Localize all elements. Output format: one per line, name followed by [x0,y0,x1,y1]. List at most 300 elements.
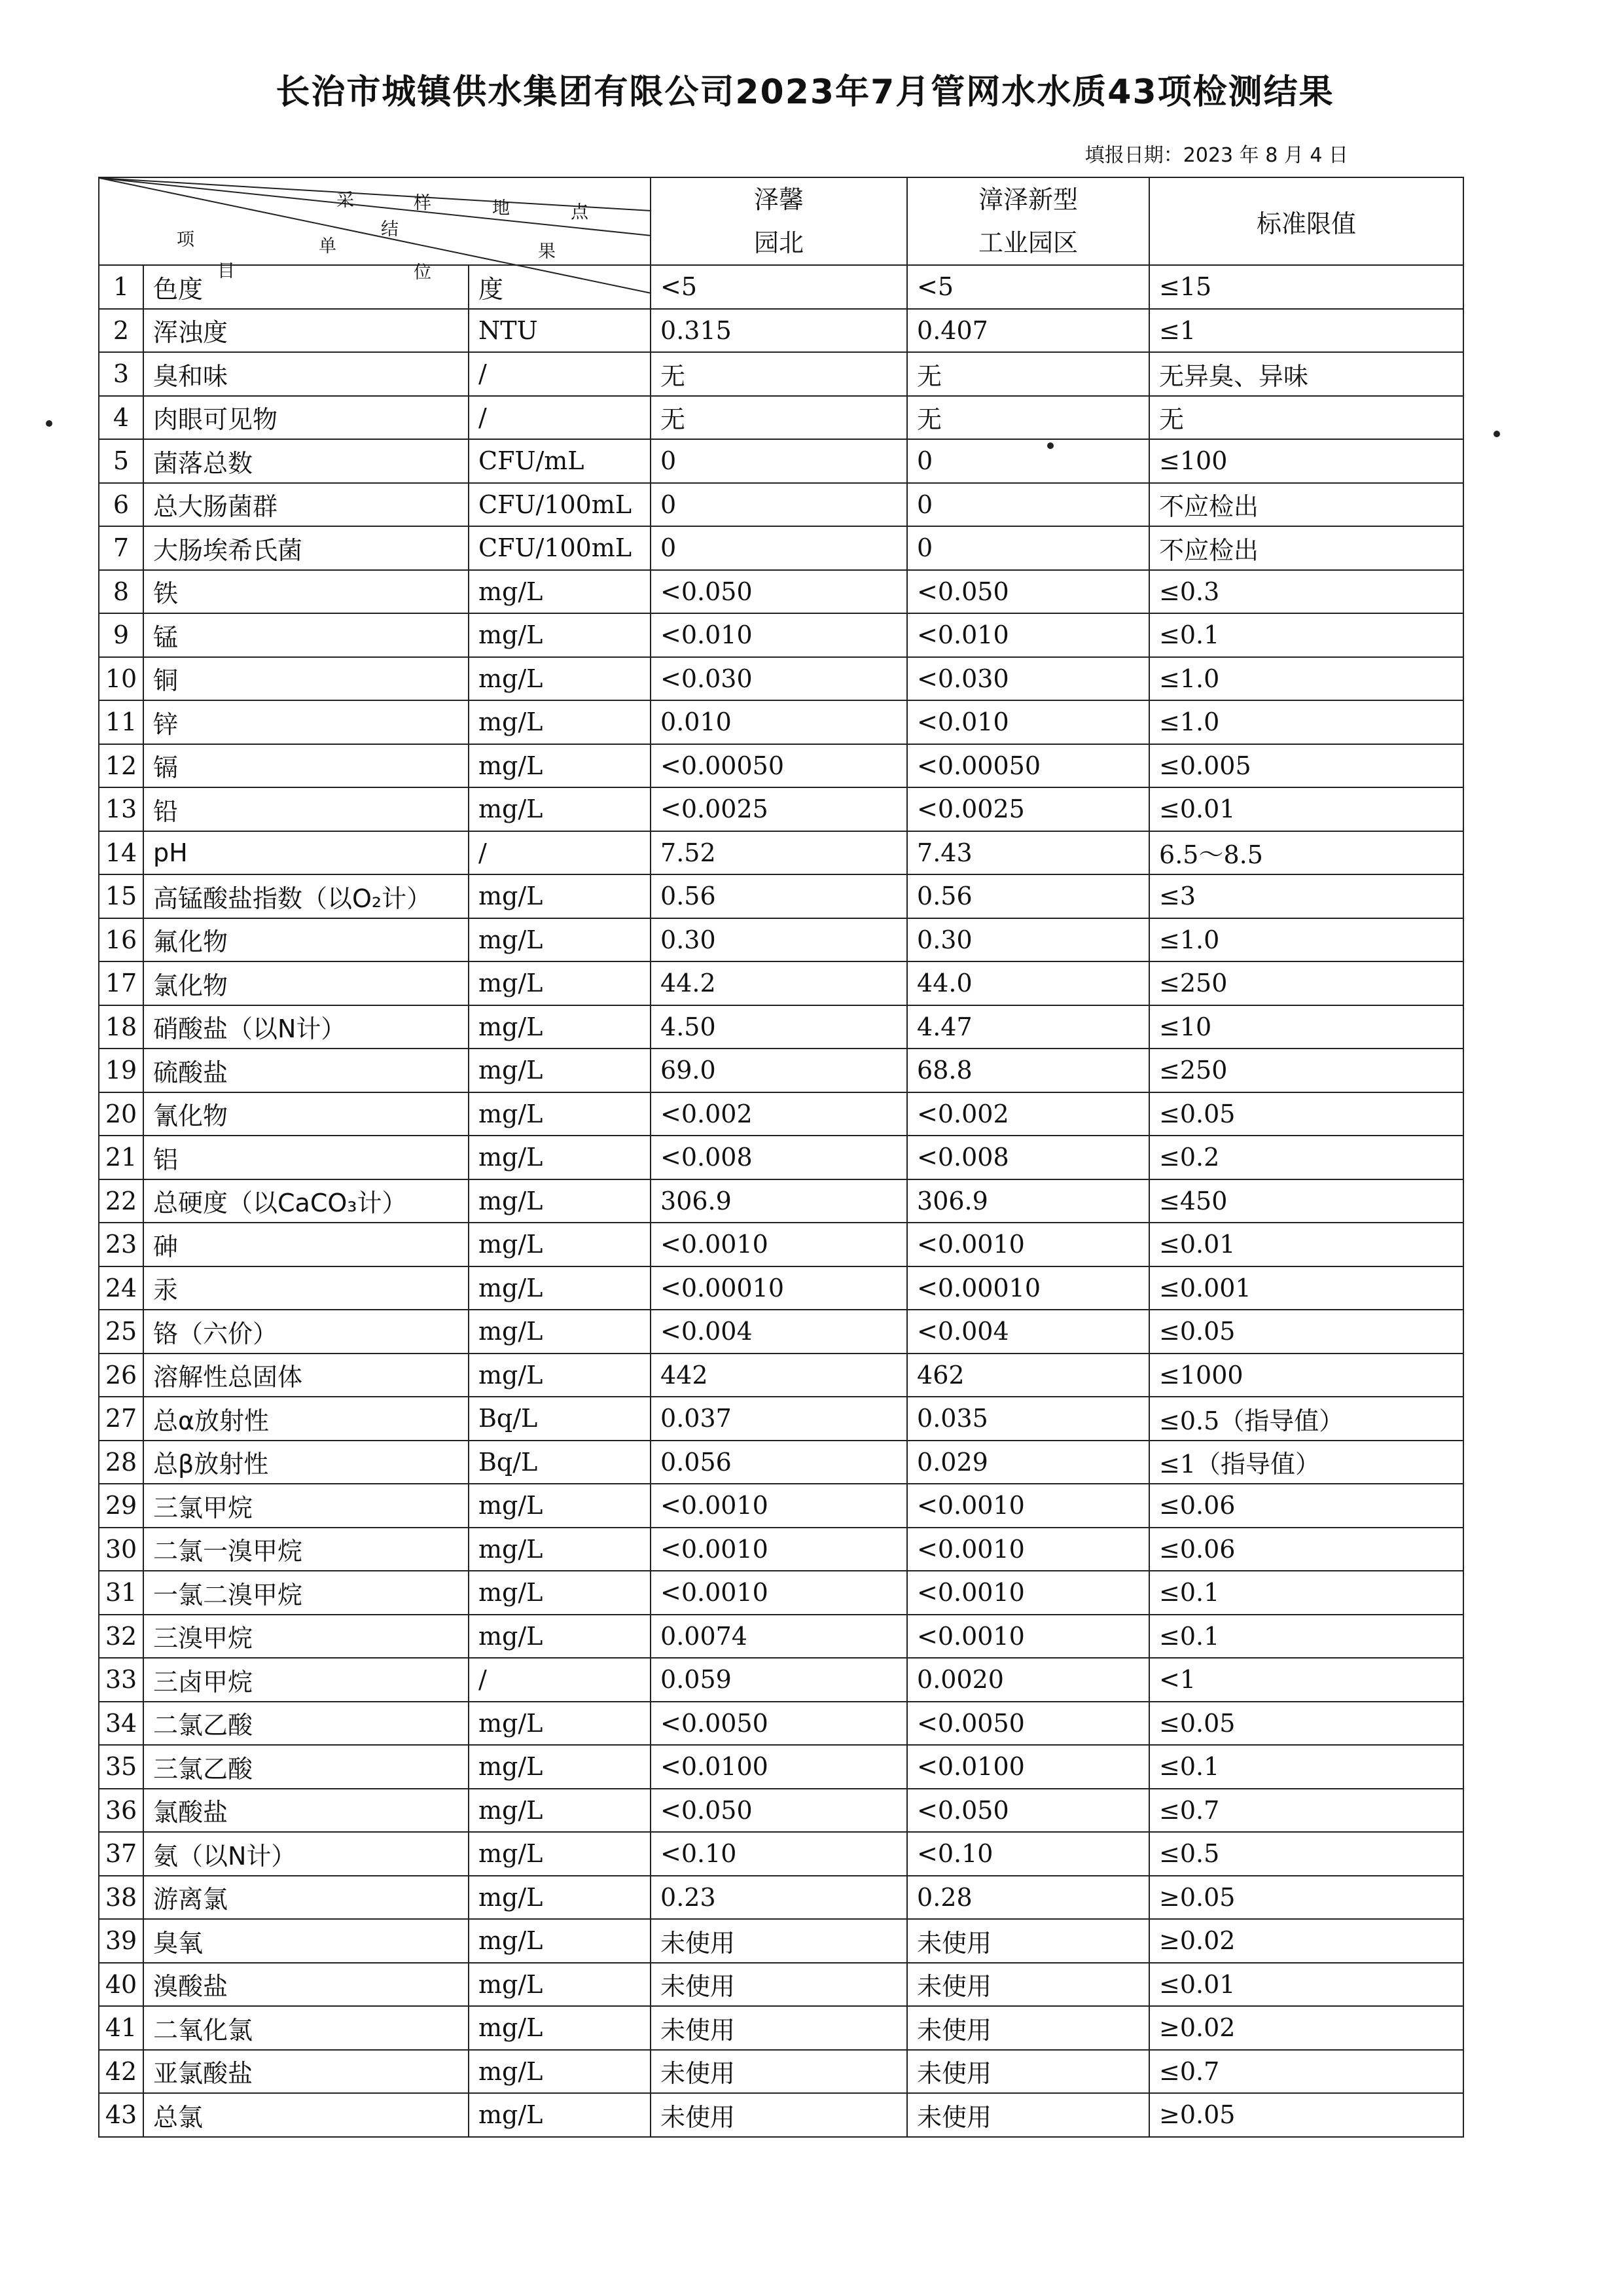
item-name: 一氯二溴甲烷 [143,1571,469,1615]
value-zhangze: 无 [907,396,1149,440]
standard-limit: ≤0.05 [1149,1310,1463,1354]
standard-limit: ≥0.05 [1149,1876,1463,1920]
table-header-row [99,177,1463,265]
standard-limit: ≤1000 [1149,1354,1463,1397]
item-name: pH [143,831,469,875]
standard-limit: ≤0.7 [1149,1789,1463,1833]
unit-cell: mg/L [469,700,651,744]
diagonal-header-cell [99,177,651,283]
row-number: 18 [99,1005,143,1049]
item-name: 氯酸盐 [143,1789,469,1833]
value-zexin: 无 [651,352,907,396]
diag-label: 单 [319,236,336,257]
item-name: 溶解性总固体 [143,1354,469,1397]
row-number: 33 [99,1658,143,1702]
diag-label: 采 [336,190,354,211]
table-row [99,1789,1463,1833]
row-number: 6 [99,483,143,527]
value-zexin: <0.0050 [651,1702,907,1746]
row-number: 19 [99,1049,143,1092]
row-number: 31 [99,1571,143,1615]
item-name: 氨（以N计） [143,1832,469,1876]
value-zexin: 442 [651,1354,907,1397]
unit-cell: mg/L [469,1223,651,1266]
table-row [99,787,1463,831]
standard-limit: ≤250 [1149,961,1463,1005]
table-row [99,1484,1463,1528]
row-number: 17 [99,961,143,1005]
table-row [99,613,1463,657]
standard-limit: ≤15 [1149,265,1463,309]
standard-limit: ≤0.001 [1149,1266,1463,1310]
item-name: 铝 [143,1136,469,1179]
unit-cell: Bq/L [469,1397,651,1441]
value-zhangze: 0.28 [907,1876,1149,1920]
value-zhangze: 306.9 [907,1179,1149,1223]
item-name: 二氧化氯 [143,2006,469,2050]
value-zexin: 306.9 [651,1179,907,1223]
standard-limit: ≤10 [1149,1005,1463,1049]
row-number: 9 [99,613,143,657]
value-zhangze: <0.010 [907,700,1149,744]
unit-cell: CFU/100mL [469,483,651,527]
unit-cell: mg/L [469,961,651,1005]
table-row [99,744,1463,788]
row-number: 29 [99,1484,143,1528]
row-number: 26 [99,1354,143,1397]
unit-cell: / [469,396,651,440]
item-name: 高锰酸盐指数（以O₂计） [143,874,469,918]
standard-limit: ≥0.02 [1149,1919,1463,1963]
unit-cell: mg/L [469,2006,651,2050]
item-name: 溴酸盐 [143,1963,469,2007]
value-zhangze: 0.407 [907,309,1149,353]
value-zhangze: <0.0010 [907,1615,1149,1659]
value-zexin: <0.050 [651,1789,907,1833]
row-number: 25 [99,1310,143,1354]
standard-limit: ≤1 [1149,309,1463,353]
value-zexin: 0 [651,439,907,483]
unit-cell: mg/L [469,570,651,614]
standard-limit: ≤0.3 [1149,570,1463,614]
item-name: 氟化物 [143,918,469,962]
row-number: 8 [99,570,143,614]
value-zexin: <0.00050 [651,744,907,788]
standard-limit: ≤100 [1149,439,1463,483]
value-zhangze: <0.002 [907,1092,1149,1136]
value-zhangze: 未使用 [907,2050,1149,2094]
value-zexin: 69.0 [651,1049,907,1092]
value-zhangze: 未使用 [907,2093,1149,2137]
table-row [99,918,1463,962]
row-number: 10 [99,657,143,701]
standard-limit: 不应检出 [1149,526,1463,570]
item-name: 氯化物 [143,961,469,1005]
standard-limit: 无异臭、异味 [1149,352,1463,396]
unit-cell: mg/L [469,1179,651,1223]
unit-cell: CFU/100mL [469,526,651,570]
row-number: 11 [99,700,143,744]
unit-cell: CFU/mL [469,439,651,483]
scan-speck [1047,442,1054,449]
table-row [99,700,1463,744]
standard-limit: ≥0.02 [1149,2006,1463,2050]
unit-cell: mg/L [469,1266,651,1310]
table-row [99,1571,1463,1615]
item-name: 游离氯 [143,1876,469,1920]
row-number: 2 [99,309,143,353]
value-zexin: 未使用 [651,2050,907,2094]
table-row [99,352,1463,396]
row-number: 3 [99,352,143,396]
standard-limit: ≤0.1 [1149,1745,1463,1789]
value-zexin: <0.050 [651,570,907,614]
standard-limit: ≤0.06 [1149,1528,1463,1571]
value-zexin: <0.00010 [651,1266,907,1310]
value-zexin: 0.315 [651,309,907,353]
table-row [99,1702,1463,1746]
table-row [99,1876,1463,1920]
unit-cell: mg/L [469,657,651,701]
unit-cell: Bq/L [469,1441,651,1484]
unit-cell: / [469,831,651,875]
item-name: 总大肠菌群 [143,483,469,527]
value-zexin: 0.056 [651,1441,907,1484]
table-row [99,831,1463,875]
item-name: 总β放射性 [143,1441,469,1484]
standard-limit: ≤0.5 [1149,1832,1463,1876]
standard-limit: ≤0.05 [1149,1092,1463,1136]
row-number: 27 [99,1397,143,1441]
item-name: 砷 [143,1223,469,1266]
row-number: 43 [99,2093,143,2137]
unit-cell: NTU [469,309,651,353]
table-row [99,1310,1463,1354]
item-name: 大肠埃希氏菌 [143,526,469,570]
standard-limit: ≤0.005 [1149,744,1463,788]
table-row [99,439,1463,483]
diag-label: 项 [177,230,194,250]
standard-limit: ≤1.0 [1149,918,1463,962]
value-zhangze: <0.004 [907,1310,1149,1354]
unit-cell: 度 [469,265,651,309]
value-zhangze: 0 [907,439,1149,483]
value-zexin: 0.010 [651,700,907,744]
standard-limit: ≥0.05 [1149,2093,1463,2137]
row-number: 35 [99,1745,143,1789]
unit-cell: mg/L [469,1528,651,1571]
value-zhangze: 0 [907,483,1149,527]
value-zhangze: 0.30 [907,918,1149,962]
value-zhangze: 0.029 [907,1441,1149,1484]
item-name: 锌 [143,700,469,744]
diag-label: 目 [217,261,235,281]
diag-label: 结 [381,219,399,240]
standard-limit: ≤1（指导值） [1149,1441,1463,1484]
table-row [99,483,1463,527]
table-row [99,1092,1463,1136]
item-name: 三氯甲烷 [143,1484,469,1528]
item-name: 总氯 [143,2093,469,2137]
table-row [99,1528,1463,1571]
value-zhangze: <0.010 [907,613,1149,657]
item-name: 臭氧 [143,1919,469,1963]
value-zhangze: 无 [907,352,1149,396]
standard-limit: ≤0.7 [1149,2050,1463,2094]
standard-limit: ≤250 [1149,1049,1463,1092]
unit-cell: mg/L [469,1571,651,1615]
row-number: 5 [99,439,143,483]
standard-limit: ≤0.01 [1149,1223,1463,1266]
value-zexin: <0.008 [651,1136,907,1179]
unit-cell: mg/L [469,787,651,831]
value-zhangze: <0.0100 [907,1745,1149,1789]
value-zhangze: <0.050 [907,570,1149,614]
report-title: 长治市城镇供水集团有限公司2023年7月管网水水质43项检测结果 [276,73,1334,112]
item-name: 铁 [143,570,469,614]
value-zhangze: 0.56 [907,874,1149,918]
standard-limit: ≤0.1 [1149,1571,1463,1615]
row-number: 20 [99,1092,143,1136]
value-zhangze: <0.0010 [907,1484,1149,1528]
standard-limit: ≤450 [1149,1179,1463,1223]
item-name: 铅 [143,787,469,831]
row-number: 16 [99,918,143,962]
table-row [99,1441,1463,1484]
standard-limit: ≤3 [1149,874,1463,918]
value-zexin: <0.010 [651,613,907,657]
scan-speck [46,420,52,427]
value-zhangze: 0.0020 [907,1658,1149,1702]
row-number: 37 [99,1832,143,1876]
standard-limit: 不应检出 [1149,483,1463,527]
item-name: 铜 [143,657,469,701]
value-zhangze: <0.030 [907,657,1149,701]
row-number: 38 [99,1876,143,1920]
unit-cell: mg/L [469,1789,651,1833]
value-zexin: 0.037 [651,1397,907,1441]
unit-cell: mg/L [469,2093,651,2137]
row-number: 7 [99,526,143,570]
table-row [99,1745,1463,1789]
table-row [99,1615,1463,1659]
row-number: 22 [99,1179,143,1223]
unit-cell: mg/L [469,1963,651,2007]
table-row [99,1049,1463,1092]
unit-cell: mg/L [469,613,651,657]
standard-header: 标准限值 [1149,177,1463,265]
item-name: 铬（六价） [143,1310,469,1354]
row-number: 28 [99,1441,143,1484]
unit-cell: mg/L [469,1049,651,1092]
row-number: 32 [99,1615,143,1659]
table-row [99,396,1463,440]
site-line: 漳泽新型 [978,185,1079,214]
table-row [99,1963,1463,2007]
value-zhangze: 0.035 [907,1397,1149,1441]
unit-cell: mg/L [469,744,651,788]
value-zexin: 未使用 [651,2006,907,2050]
table-row [99,2050,1463,2094]
table-row [99,1223,1463,1266]
item-name: 锰 [143,613,469,657]
value-zexin: 未使用 [651,1963,907,2007]
diag-label: 位 [414,262,431,283]
value-zhangze: 0 [907,526,1149,570]
value-zexin: <0.0010 [651,1223,907,1266]
value-zhangze: <5 [907,265,1149,309]
value-zhangze: <0.0010 [907,1223,1149,1266]
unit-cell: mg/L [469,1005,651,1049]
item-name: 菌落总数 [143,439,469,483]
item-name: 镉 [143,744,469,788]
row-number: 41 [99,2006,143,2050]
row-number: 24 [99,1266,143,1310]
site-header-zexin [651,177,907,265]
row-number: 42 [99,2050,143,2094]
value-zhangze: <0.050 [907,1789,1149,1833]
site-line: 泽馨 [754,185,804,214]
water-quality-table [98,177,1464,2138]
table-row [99,1005,1463,1049]
table-row [99,961,1463,1005]
item-name: 汞 [143,1266,469,1310]
row-number: 14 [99,831,143,875]
value-zhangze: <0.0025 [907,787,1149,831]
standard-limit: ≤0.01 [1149,1963,1463,2007]
row-number: 30 [99,1528,143,1571]
value-zexin: 4.50 [651,1005,907,1049]
table-row [99,1397,1463,1441]
table-row [99,1266,1463,1310]
value-zexin: 0 [651,526,907,570]
standard-limit: ≤1.0 [1149,700,1463,744]
item-name: 三氯乙酸 [143,1745,469,1789]
row-number: 15 [99,874,143,918]
item-name: 亚氯酸盐 [143,2050,469,2094]
standard-limit: 6.5～8.5 [1149,831,1463,875]
value-zexin: 44.2 [651,961,907,1005]
value-zexin: 0.059 [651,1658,907,1702]
item-name: 硝酸盐（以N计） [143,1005,469,1049]
value-zexin: <0.0010 [651,1528,907,1571]
value-zexin: <0.004 [651,1310,907,1354]
diag-label: 样 [414,193,431,213]
fill-date: 填报日期：2023 年 8 月 4 日 [1084,144,1348,167]
value-zexin: 未使用 [651,2093,907,2137]
value-zhangze: <0.008 [907,1136,1149,1179]
table-row [99,1354,1463,1397]
table-row [99,570,1463,614]
site-line: 工业园区 [978,228,1079,257]
value-zexin: <0.030 [651,657,907,701]
item-name: 浑浊度 [143,309,469,353]
unit-cell: mg/L [469,1876,651,1920]
value-zhangze: <0.0010 [907,1528,1149,1571]
unit-cell: mg/L [469,1310,651,1354]
value-zhangze: <0.0050 [907,1702,1149,1746]
value-zexin: 0.30 [651,918,907,962]
table-row [99,874,1463,918]
table-row [99,2093,1463,2137]
value-zexin: <0.0100 [651,1745,907,1789]
standard-limit: ≤0.2 [1149,1136,1463,1179]
item-name: 氰化物 [143,1092,469,1136]
value-zhangze: 44.0 [907,961,1149,1005]
standard-limit: ≤0.06 [1149,1484,1463,1528]
item-name: 三溴甲烷 [143,1615,469,1659]
item-name: 二氯一溴甲烷 [143,1528,469,1571]
value-zexin: <0.0010 [651,1571,907,1615]
site-header-zhangze [907,177,1149,265]
value-zhangze: <0.0010 [907,1571,1149,1615]
unit-cell: mg/L [469,1919,651,1963]
table-row [99,1919,1463,1963]
value-zhangze: 68.8 [907,1049,1149,1092]
table-row [99,309,1463,353]
value-zexin: 7.52 [651,831,907,875]
standard-limit: ≤0.5（指导值） [1149,1397,1463,1441]
unit-cell: mg/L [469,1615,651,1659]
value-zhangze: 7.43 [907,831,1149,875]
item-name: 硫酸盐 [143,1049,469,1092]
unit-cell: mg/L [469,1745,651,1789]
standard-limit: ≤0.1 [1149,1615,1463,1659]
row-number: 40 [99,1963,143,2007]
row-number: 34 [99,1702,143,1746]
item-name: 肉眼可见物 [143,396,469,440]
scan-speck [1494,431,1500,437]
value-zexin: 0.56 [651,874,907,918]
standard-limit: 无 [1149,396,1463,440]
table-row [99,526,1463,570]
row-number: 39 [99,1919,143,1963]
unit-cell: mg/L [469,874,651,918]
value-zexin: 未使用 [651,1919,907,1963]
item-name: 二氯乙酸 [143,1702,469,1746]
diag-label: 果 [538,242,556,262]
value-zhangze: 未使用 [907,2006,1149,2050]
value-zhangze: 未使用 [907,1963,1149,2007]
table-row [99,1832,1463,1876]
value-zexin: <0.0010 [651,1484,907,1528]
value-zexin: 0 [651,483,907,527]
unit-cell: / [469,352,651,396]
table-row [99,2006,1463,2050]
value-zhangze: 未使用 [907,1919,1149,1963]
unit-cell: mg/L [469,1702,651,1746]
unit-cell: mg/L [469,1092,651,1136]
value-zexin: <5 [651,265,907,309]
row-number: 36 [99,1789,143,1833]
unit-cell: mg/L [469,918,651,962]
item-name: 总硬度（以CaCO₃计） [143,1179,469,1223]
row-number: 1 [99,265,143,309]
value-zexin: <0.10 [651,1832,907,1876]
value-zexin: <0.0025 [651,787,907,831]
value-zexin: 无 [651,396,907,440]
unit-cell: mg/L [469,1354,651,1397]
unit-cell: mg/L [469,1484,651,1528]
row-number: 21 [99,1136,143,1179]
value-zexin: 0.0074 [651,1615,907,1659]
unit-cell: mg/L [469,1832,651,1876]
table-row [99,1136,1463,1179]
value-zhangze: <0.00050 [907,744,1149,788]
value-zexin: 0.23 [651,1876,907,1920]
value-zhangze: <0.10 [907,1832,1149,1876]
value-zhangze: <0.00010 [907,1266,1149,1310]
